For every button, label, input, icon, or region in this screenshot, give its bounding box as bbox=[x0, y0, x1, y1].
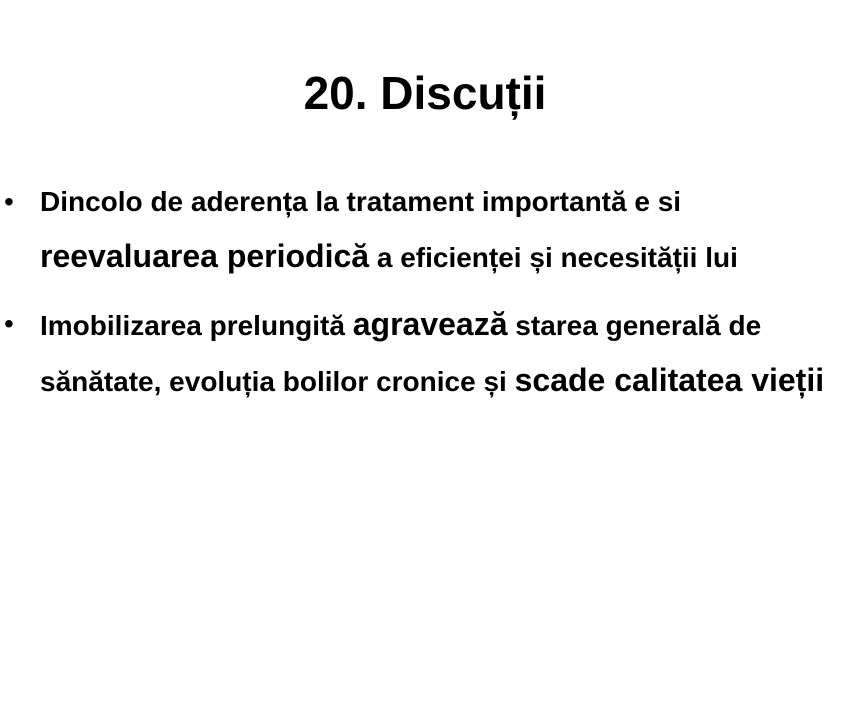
bullet-1-text-end: a eficienței și necesității lui bbox=[369, 242, 738, 273]
bullet-1-emphasis: reevaluarea periodică bbox=[40, 238, 370, 274]
bullet-item-1 bbox=[0, 175, 850, 285]
bullet-1-text: Dincolo de aderența la tratament importantă e si bbox=[40, 186, 682, 217]
bullet-2-text: Imobilizarea prelungită bbox=[40, 310, 353, 341]
bullet-dot-icon: • bbox=[4, 308, 14, 339]
bullet-list bbox=[0, 175, 850, 421]
bullet-2-emphasis: agravează bbox=[352, 306, 508, 342]
bullet-item-2 bbox=[0, 297, 850, 409]
slide-title: 20. Discuții bbox=[303, 67, 547, 119]
bullet-2-text-mid: starea generală de sănătate, evoluția bolilor cronice și bbox=[40, 310, 762, 397]
bullet-dot-icon: • bbox=[4, 186, 14, 217]
bullet-2-emphasis-end: scade calitatea vieții bbox=[514, 362, 825, 398]
